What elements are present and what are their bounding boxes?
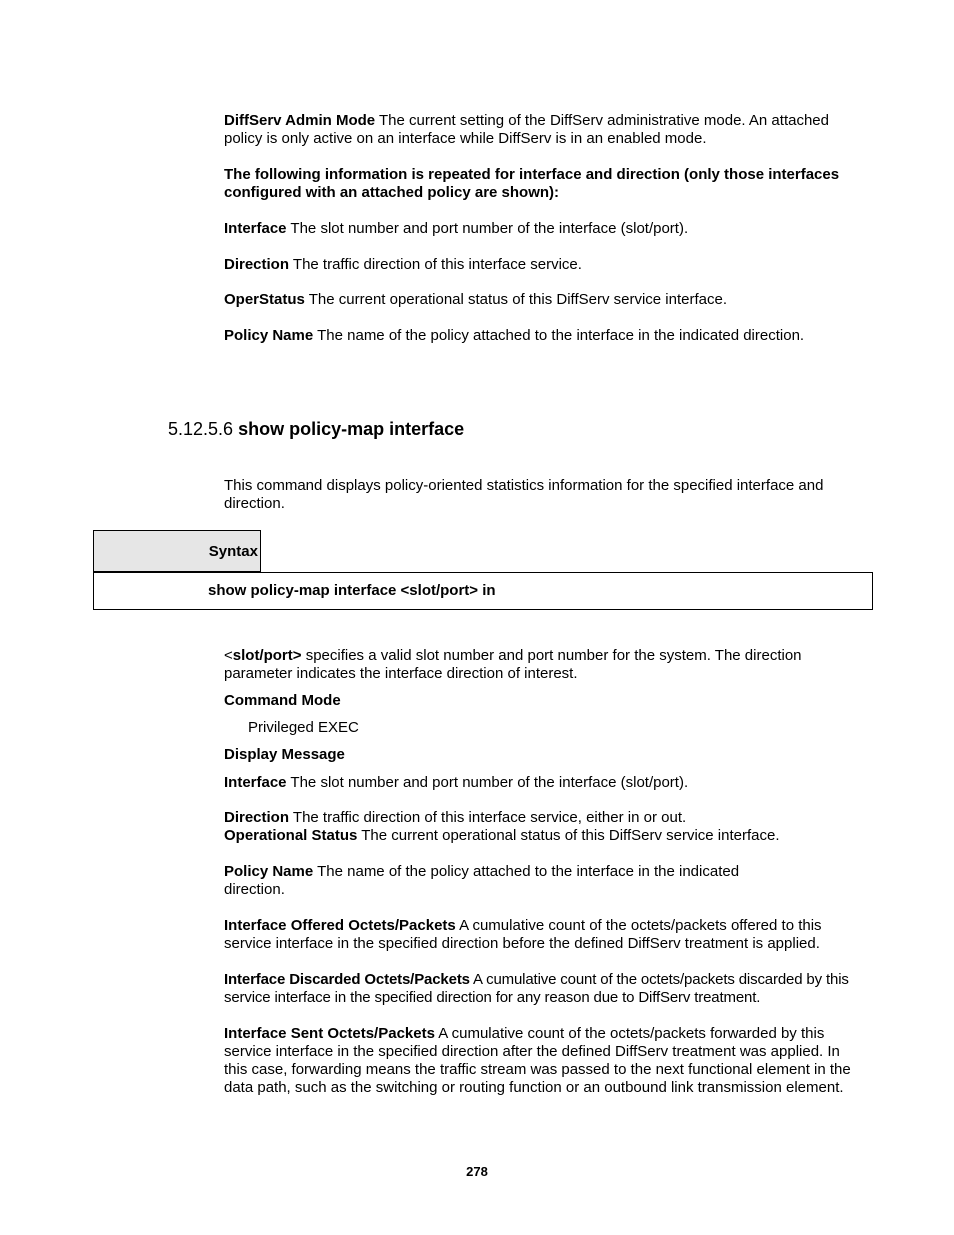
- section-description: This command displays policy-oriented statistics information for the specified interface and direction.: [224, 477, 824, 512]
- field-desc: The slot number and port number of the interface (slot/port).: [286, 220, 689, 237]
- params-paragraph: [224, 647, 864, 683]
- display-field-sent: [224, 1025, 864, 1097]
- field-term: Interface: [224, 220, 287, 237]
- command-mode-label: Command Mode: [224, 692, 341, 709]
- field-desc: The current operational status of this DiffServ service interface.: [357, 827, 780, 844]
- display-field-policy-name: [224, 863, 769, 899]
- field-term: OperStatus: [224, 291, 305, 308]
- section-heading: [168, 418, 464, 440]
- syntax-label: Syntax: [208, 543, 258, 560]
- syntax-command: show policy-map interface <slot/port> in: [208, 582, 496, 599]
- display-field-discarded: [224, 971, 864, 1007]
- field-desc: The slot number and port number of the interface (slot/port).: [286, 774, 689, 791]
- page-number: 278: [466, 1164, 488, 1179]
- field-term: Interface Discarded Octets/Packets: [224, 971, 470, 988]
- display-field-offered: [224, 917, 864, 953]
- syntax-command-cell: [93, 572, 873, 610]
- field-desc: The traffic direction of this interface service.: [289, 256, 582, 273]
- section-title: show policy-map interface: [238, 419, 465, 439]
- display-field-interface: [224, 774, 864, 792]
- intro-field-direction: [224, 256, 864, 274]
- admin-mode-paragraph: [224, 112, 864, 148]
- display-field-operational-status: [224, 827, 864, 845]
- field-term: Interface Sent Octets/Packets: [224, 1025, 435, 1042]
- params-lt: <: [224, 647, 233, 664]
- field-term: Policy Name: [224, 863, 314, 880]
- field-desc: The traffic direction of this interface service, either in or out.: [289, 809, 687, 826]
- section-number: 5.12.5.6: [168, 419, 234, 439]
- intro-field-policy-name: [224, 327, 864, 345]
- params-term: slot/port>: [232, 647, 302, 664]
- field-desc: The name of the policy attached to the interface in the indicated direction.: [313, 327, 805, 344]
- field-desc: The current operational status of this DiffServ service interface.: [304, 291, 728, 308]
- field-desc: A cumulative count of the octets/packets discarded by this service interface in the specified direction for any reason due to DiffServ treatment.: [224, 971, 849, 1006]
- admin-mode-term: DiffServ Admin Mode: [224, 112, 376, 129]
- intro-field-interface: [224, 220, 864, 238]
- command-mode-value: Privileged EXEC: [248, 719, 359, 736]
- field-desc: A cumulative count of the octets/packets offered to this service interface in the specified direction before the defined DiffServ treatment is applied.: [224, 917, 822, 952]
- field-term: Direction: [224, 256, 290, 273]
- field-term: Operational Status: [224, 827, 358, 844]
- repeated-note: The following information is repeated for interface and direction (only those interfaces configured with an attached policy are shown):: [224, 166, 840, 201]
- field-term: Interface Offered Octets/Packets: [224, 917, 456, 934]
- display-field-direction: [224, 809, 864, 827]
- field-term: Direction: [224, 809, 290, 826]
- params-desc: specifies a valid slot number and port number for the system. The direction parameter indicates the interface direction of interest.: [224, 647, 802, 682]
- admin-mode-desc: The current setting of the DiffServ administrative mode. An attached policy is only active on an interface while DiffServ is in an enabled mode.: [224, 112, 829, 147]
- field-term: Interface: [224, 774, 287, 791]
- display-message-label: Display Message: [224, 746, 345, 763]
- field-term: Policy Name: [224, 327, 314, 344]
- syntax-label-cell: [93, 530, 261, 572]
- field-desc: The name of the policy attached to the interface in the indicated direction.: [224, 863, 740, 898]
- field-desc: A cumulative count of the octets/packets forwarded by this service interface in the specified direction after the defined DiffServ treatment was applied. In this case, forwarding means the traffic stream was passed to the next functional element in the data path, such as the switching or routing function or an outbound link transmission element.: [224, 1025, 851, 1096]
- intro-field-operstatus: [224, 291, 864, 309]
